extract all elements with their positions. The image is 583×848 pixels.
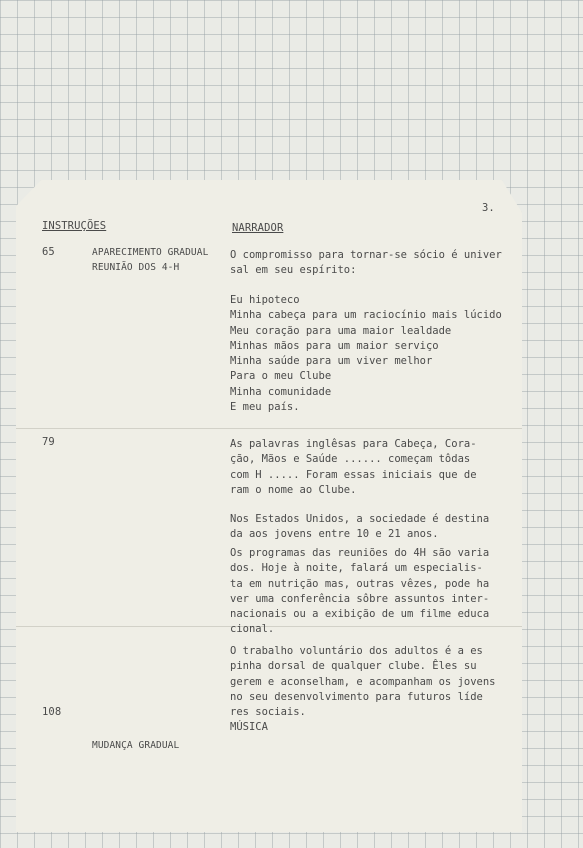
instruction-line: MUDANÇA GRADUAL [92,740,180,751]
narrator-header: NARRADOR [232,222,284,234]
pledge-text: Eu hipoteco Minha cabeça para um raciocínio mais lúcido Meu coração para uma maior lealdade Minhas mãos para um maior serviço Minha saúde para um viver melhor Para o meu Clube Minha comunidade E meu país. [230,294,502,414]
paragraph-volunteer-work: O trabalho voluntário dos adultos é a es pinha dorsal de qualquer clube. Êles su gerem e aconselham, e acompanham os jovens no seu desenvolvimento para futuros líde res sociais. MÚSICA [230,644,496,736]
instruction-line: REUNIÃO DOS 4-H [92,262,180,273]
cue-number: 108 [42,706,62,718]
narration-intro: O compromisso para tornar-se sócio é univer sal em seu espírito: [230,249,502,277]
paragraph-english-words: As palavras inglêsas para Cabeça, Cora- ção, Mãos e Saúde ...... começam tôdas com H ..... Foram essas iniciais que de ram o nome ao Clube. [230,438,477,496]
paper-fold [16,428,522,429]
page-number: 3. [482,202,495,214]
instructions-header: INSTRUÇÕES [42,220,107,232]
paragraph-united-states: Nos Estados Unidos, a sociedade é destina da aos jovens entre 10 e 21 anos. [230,513,490,541]
cue-number: 65 [42,246,55,258]
paragraph-programs: Os programas das reuniões do 4H são varia dos. Hoje à noite, falará um especialis- ta em nutrição mas, outras vêzes, pode ha ver uma conferência sôbre assuntos inter- nacionais ou a exibição de um filme educa cional. [230,547,490,636]
music-cue: MÚSICA [230,721,268,734]
cue-number: 79 [42,436,55,448]
instruction-line: APARECIMENTO GRADUAL [92,247,209,258]
